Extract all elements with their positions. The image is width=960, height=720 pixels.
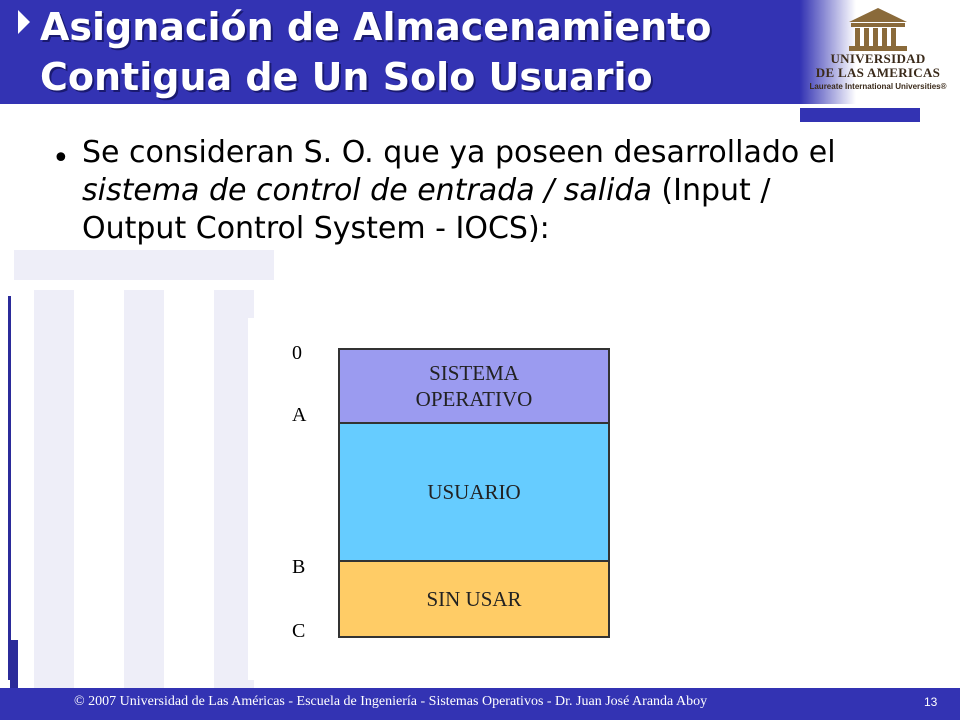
bullet-text-emphasis: sistema de control de entrada / salida — [82, 173, 652, 208]
os-block: SISTEMA OPERATIVO — [338, 348, 610, 424]
address-label-a: A — [292, 404, 307, 426]
user-block: USUARIO — [338, 422, 610, 562]
title-arrow-icon — [18, 10, 30, 34]
address-label-0: 0 — [292, 342, 302, 364]
unused-block: SIN USAR — [338, 560, 610, 638]
address-label-c: C — [292, 620, 306, 642]
footer-credit: 2007 Universidad de Las Américas - Escuela de Ingeniería - Sistemas Operativos - Dr. Juan José Aranda Aboy — [88, 694, 708, 709]
logo-tagline: Laureate International Universities® — [809, 82, 947, 91]
page-number: 13 — [924, 695, 938, 709]
university-logo — [806, 6, 950, 100]
bullet-text — [82, 134, 842, 248]
slide-title: Asignación de Almacenamiento Contigua de Un Solo Usuario — [40, 5, 712, 99]
memory-diagram — [248, 318, 648, 680]
logo-line-1: UNIVERSIDAD — [830, 51, 926, 66]
bullet-text-part2: (Input / Output Control System - IOCS): — [82, 173, 771, 246]
logo-line-2: DE LAS AMERICAS — [815, 65, 941, 80]
address-label-b: B — [292, 556, 306, 578]
bullet-dot-icon: • — [52, 141, 70, 176]
footer-text — [74, 694, 707, 710]
temple-icon — [847, 6, 909, 52]
left-rule — [8, 296, 11, 680]
columns-watermark — [14, 250, 274, 690]
copyright-icon: © — [74, 694, 85, 709]
header-underline — [800, 108, 920, 122]
bullet-text-part1: Se consideran S. O. que ya poseen desarrollado el — [82, 135, 836, 170]
